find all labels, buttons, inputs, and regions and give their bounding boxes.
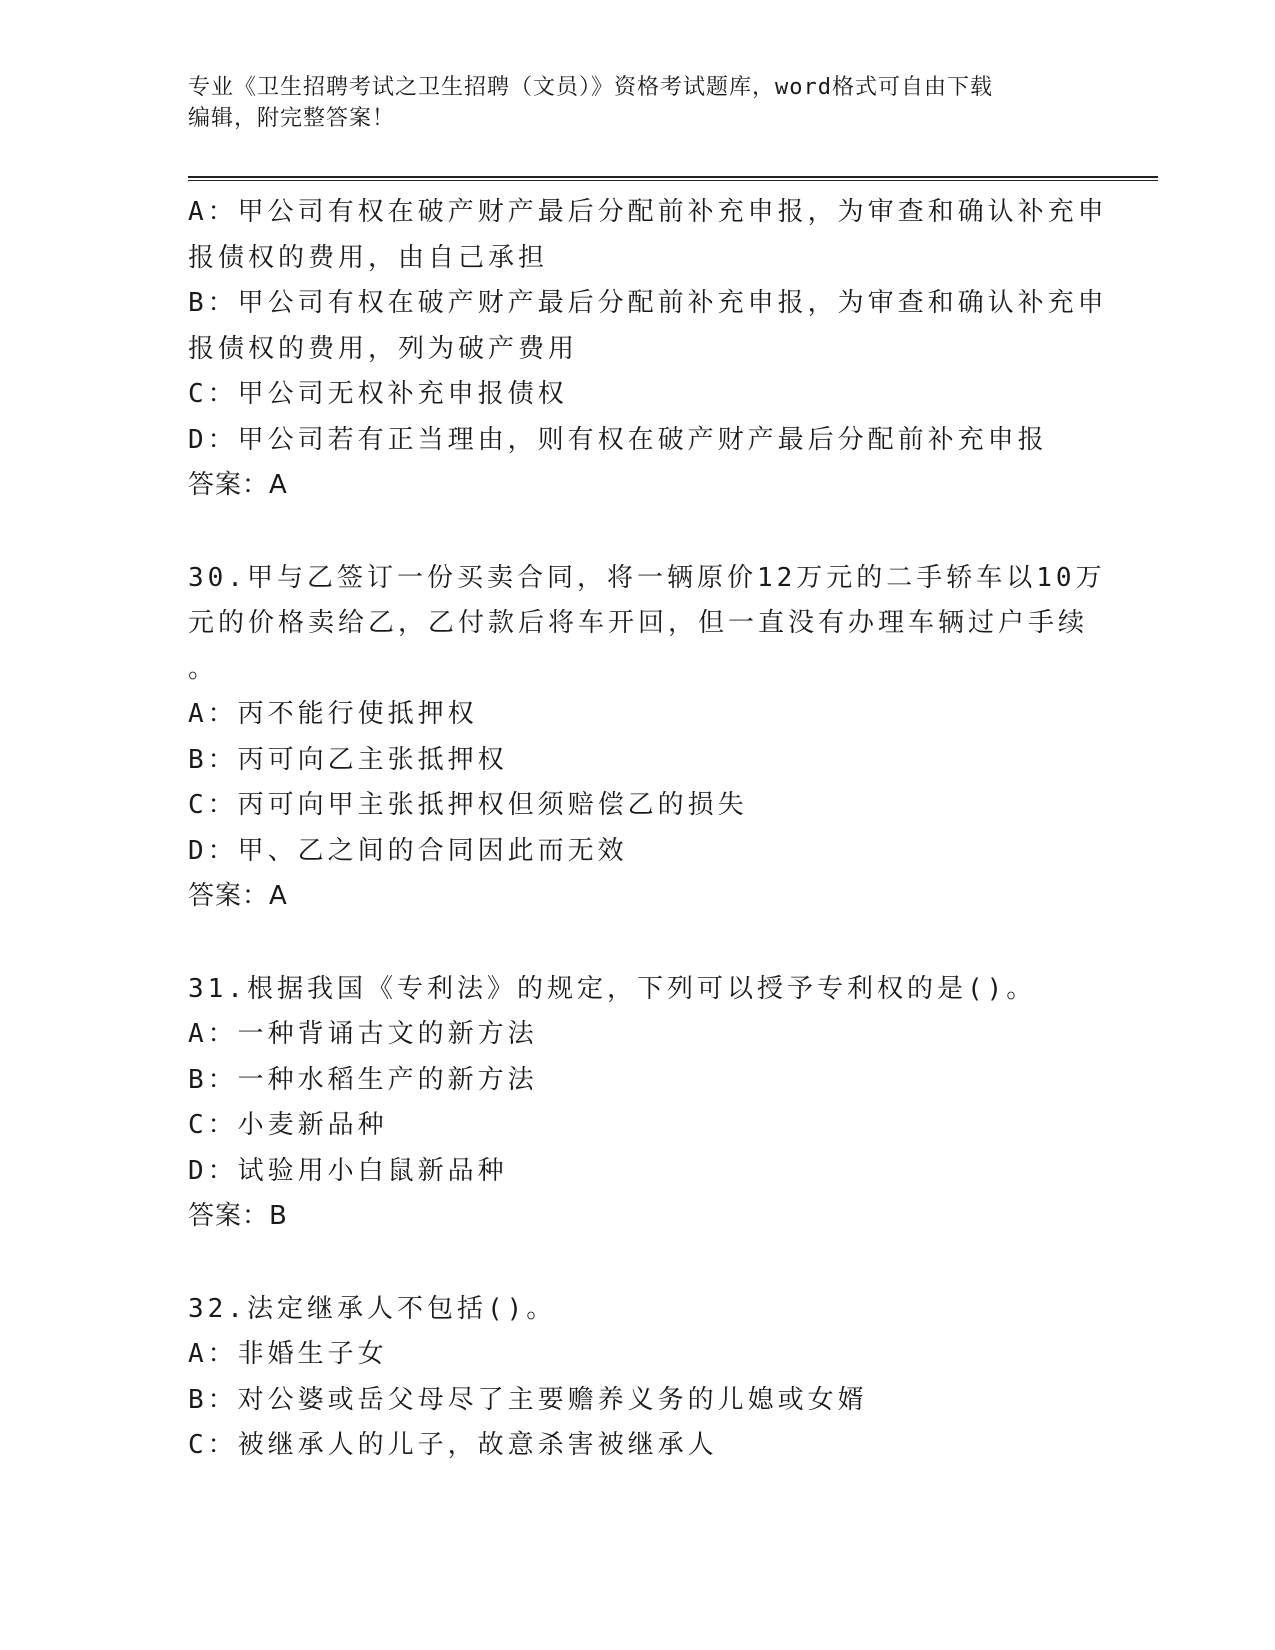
question-stem-line-1: 30.甲与乙签订一份买卖合同，将一辆原价12万元的二手轿车以10万 xyxy=(188,562,1106,593)
option-b: B：一种水稻生产的新方法 xyxy=(188,1064,538,1095)
question-stem-line-3: 。 xyxy=(188,653,219,684)
option-b-line-1: B：甲公司有权在破产财产最后分配前补充申报，为审查和确认补充申 xyxy=(188,288,1108,318)
option-c: C：丙可向甲主张抵押权但须赔偿乙的损失 xyxy=(188,790,748,820)
option-a-line-1: A：甲公司有权在破产财产最后分配前补充申报，为审查和确认补充申 xyxy=(188,197,1108,227)
option-a-line-2: 报债权的费用，由自己承担 xyxy=(188,242,549,273)
option-b-line-2: 报债权的费用，列为破产费用 xyxy=(188,333,579,364)
answer: 答案：A xyxy=(188,881,288,911)
option-a: A：丙不能行使抵押权 xyxy=(188,699,478,729)
header-divider xyxy=(188,176,1158,181)
option-b: B：丙可向乙主张抵押权 xyxy=(188,744,508,775)
option-a: A：非婚生子女 xyxy=(188,1339,388,1369)
question-29-options xyxy=(188,190,1108,509)
option-c: C：被继承人的儿子，故意杀害被继承人 xyxy=(188,1430,718,1460)
question-31 xyxy=(188,967,1088,1240)
header-line-1: 专业《卫生招聘考试之卫生招聘（文员）》资格考试题库，word格式可自由下载 xyxy=(188,75,993,100)
question-stem: 32.法定继承人不包括()。 xyxy=(188,1293,557,1324)
question-list xyxy=(188,190,1108,1469)
option-c: C：甲公司无权补充申报债权 xyxy=(188,379,568,409)
question-30 xyxy=(188,556,1106,920)
header-line-2: 编辑，附完整答案！ xyxy=(188,106,396,131)
spacer xyxy=(188,920,1088,967)
document-header xyxy=(188,72,1088,134)
option-a: A：一种背诵古文的新方法 xyxy=(188,1019,538,1049)
question-stem: 31.根据我国《专利法》的规定，下列可以授予专利权的是()。 xyxy=(188,973,1037,1004)
option-d: D：甲公司若有正当理由，则有权在破产财产最后分配前补充申报 xyxy=(188,424,1048,455)
option-c: C：小麦新品种 xyxy=(188,1110,388,1140)
option-d: D：甲、乙之间的合同因此而无效 xyxy=(188,835,628,866)
answer: 答案：B xyxy=(188,1201,288,1231)
answer: 答案：A xyxy=(188,470,288,500)
question-stem-line-2: 元的价格卖给乙，乙付款后将车开回，但一直没有办理车辆过户手续 xyxy=(188,608,1089,638)
question-32 xyxy=(188,1287,1088,1469)
option-b: B：对公婆或岳父母尽了主要赡养义务的儿媳或女婿 xyxy=(188,1384,868,1415)
option-d: D：试验用小白鼠新品种 xyxy=(188,1155,508,1186)
spacer xyxy=(188,1240,1088,1287)
spacer xyxy=(188,509,1088,556)
